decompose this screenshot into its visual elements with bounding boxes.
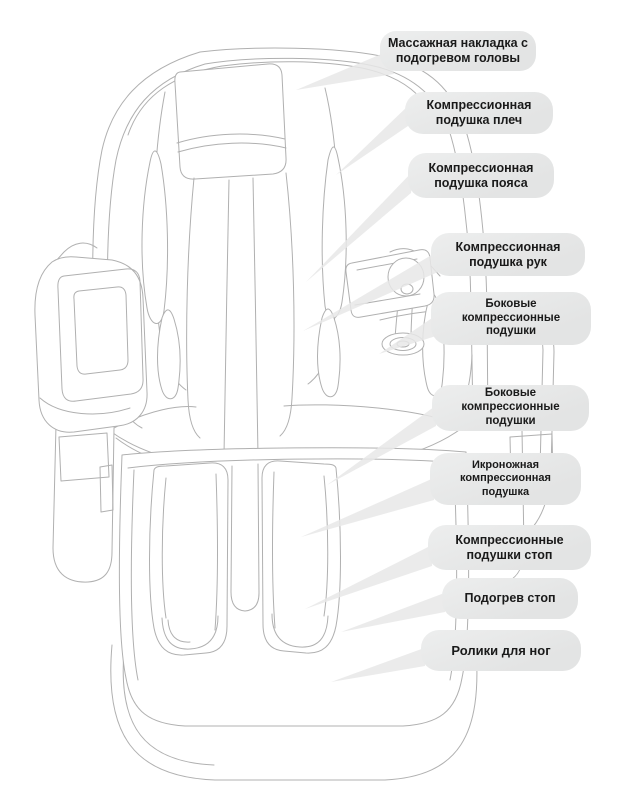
callout-calf-airbag xyxy=(430,453,581,505)
left-arm-cuff xyxy=(35,243,147,432)
callout-shoulder-airbag xyxy=(405,92,553,134)
callout-side-airbags-lower xyxy=(432,385,589,431)
callout-calf-airbag-label: Икроножная компрессионная подушка xyxy=(460,459,551,498)
callout-side-airbags-lower-label: Боковые компрессионные подушки xyxy=(461,387,560,427)
callout-waist-airbag-label: Компрессионная подушка пояса xyxy=(428,160,534,190)
callout-foot-rollers xyxy=(421,630,581,671)
callout-head-heating-pad-label: Массажная накладка с подогревом головы xyxy=(387,36,529,65)
leader-shoulder-airbag xyxy=(336,104,410,175)
callout-foot-airbags-label: Компрессионные подушки стоп xyxy=(455,532,564,562)
callout-side-airbags-upper-label: Боковые компрессионные подушки xyxy=(461,297,561,338)
callout-foot-airbags xyxy=(428,525,591,570)
callout-foot-heating xyxy=(442,578,578,619)
callout-head-heating-pad xyxy=(380,31,536,71)
callout-waist-airbag xyxy=(408,153,554,198)
head-heating-pad-shape xyxy=(175,64,286,179)
left-arm-column xyxy=(53,425,114,582)
callout-shoulder-airbag-label: Компрессионная подушка плеч xyxy=(426,98,532,127)
callout-foot-rollers-label: Ролики для ног xyxy=(451,642,551,658)
callout-side-airbags-upper xyxy=(431,292,591,345)
lumbar-side-bolsters xyxy=(158,309,341,399)
callout-arm-airbag-label: Компрессионная подушка рук xyxy=(455,239,561,269)
callout-foot-heating-label: Подогрев стоп xyxy=(464,591,556,605)
backrest-centre-channel xyxy=(187,173,294,455)
callout-arm-airbag xyxy=(431,233,585,276)
